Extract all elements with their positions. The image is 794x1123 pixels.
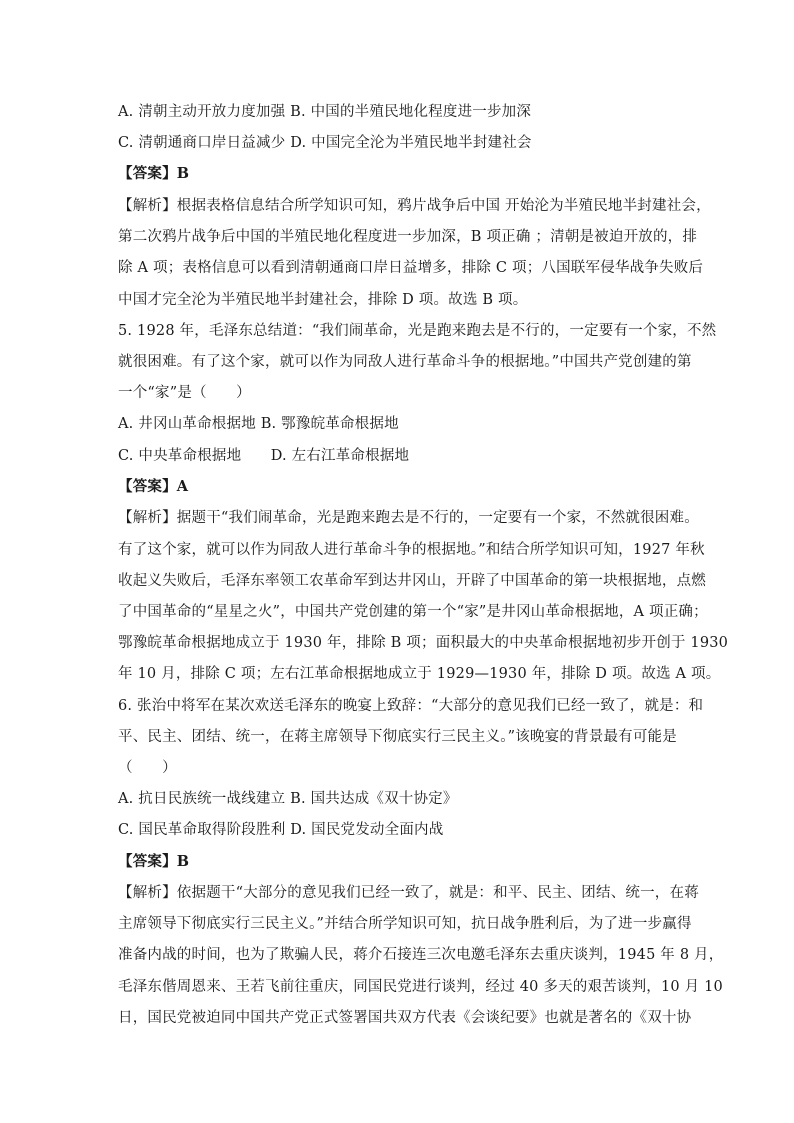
q6-stem-line-3: （ ） bbox=[118, 760, 177, 776]
q4-answer: 【答案】B bbox=[118, 165, 190, 182]
q5-answer: 【答案】A bbox=[118, 478, 189, 495]
q4-analysis-line-4: 中国才完全沦为半殖民地半封建社会，排除 D 项。故选 B 项。 bbox=[118, 292, 528, 308]
q6-analysis-line-1: 【解析】依据题干“大部分的意见我们已经一致了，就是：和平、民主、团结、统一，在蒋 bbox=[118, 885, 699, 901]
q5-stem-line-1: 5. 1928 年，毛泽东总结道：“我们闹革命，光是跑来跑去是不行的，一定要有一个家，不然 bbox=[118, 323, 717, 339]
q6-analysis-line-2: 主席领导下彻底实行三民主义。”并结合所学知识可知，抗日战争胜利后，为了进一步赢得 bbox=[118, 916, 692, 932]
q5-analysis-line-1: 【解析】据题干“我们闹革命，光是跑来跑去是不行的，一定要有一个家，不然就很困难。 bbox=[118, 510, 699, 526]
q5-options-ab: A. 井冈山革命根据地 B. 鄂豫皖革命根据地 bbox=[118, 416, 399, 432]
q5-analysis-line-6: 年 10 月，排除 C 项；左右江革命根据地成立于 1929—1930 年，排除 D 项。故选 A 项。 bbox=[118, 666, 721, 682]
q6-options-ab: A. 抗日民族统一战线建立 B. 国共达成《双十协定》 bbox=[118, 791, 458, 807]
q5-analysis-line-2: 有了这个家，就可以作为同敌人进行革命斗争的根据地。”和结合所学知识可知，1927 年秋 bbox=[118, 542, 705, 558]
q4-options-ab: A. 清朝主动开放力度加强 B. 中国的半殖民地化程度进一步加深 bbox=[118, 104, 532, 120]
q4-analysis-line-3: 除 A 项；表格信息可以看到清朝通商口岸日益增多，排除 C 项；八国联军侵华战争失败后 bbox=[118, 260, 704, 276]
q6-answer: 【答案】B bbox=[118, 853, 190, 870]
q6-analysis-line-4: 毛泽东偕周恩来、王若飞前往重庆，同国民党进行谈判，经过 40 多天的艰苦谈判，10 月 10 bbox=[118, 979, 723, 995]
q6-options-cd: C. 国民革命取得阶段胜利 D. 国民党发动全面内战 bbox=[118, 822, 444, 838]
q6-analysis-line-3: 准备内战的时间，也为了欺骗人民，蒋介石接连三次电邀毛泽东去重庆谈判，1945 年 8 月， bbox=[118, 947, 724, 963]
q6-analysis-line-5: 日，国民党被迫同中国共产党正式签署国共双方代表《会谈纪要》也就是著名的《双十协 bbox=[118, 1010, 692, 1026]
q5-stem-line-3: 一个“家”是（ ） bbox=[118, 385, 251, 401]
q4-analysis-line-2: 第二次鸦片战争后中国的半殖民地化程度进一步加深，B 项正确 ；清朝是被迫开放的，排 bbox=[118, 229, 698, 245]
q6-stem-line-1: 6. 张治中将军在某次欢送毛泽东的晚宴上致辞：“大部分的意见我们已经一致了，就是：和 bbox=[118, 698, 704, 714]
q6-stem-line-2: 平、民主、团结、统一，在蒋主席领导下彻底实行三民主义。”该晚宴的背景最有可能是 bbox=[118, 729, 677, 745]
q4-options-cd: C. 清朝通商口岸日益减少 D. 中国完全沦为半殖民地半封建社会 bbox=[118, 135, 532, 151]
q5-analysis-line-3: 收起义失败后，毛泽东率领工农革命军到达井冈山，开辟了中国革命的第一块根据地，点燃 bbox=[118, 573, 706, 589]
q4-analysis-line-1: 【解析】根据表格信息结合所学知识可知，鸦片战争后中国 开始沦为半殖民地半封建社会， bbox=[118, 198, 711, 214]
q5-stem-line-2: 就很困难。有了这个家，就可以作为同敌人进行革命斗争的根据地。”中国共产党创建的第 bbox=[118, 354, 692, 370]
q5-options-cd: C. 中央革命根据地 D. 左右江革命根据地 bbox=[118, 448, 410, 464]
q5-analysis-line-4: 了中国革命的“星星之火”，中国共产党创建的第一个“家”是井冈山革命根据地，A 项正确； bbox=[118, 604, 708, 620]
q5-analysis-line-5: 鄂豫皖革命根据地成立于 1930 年，排除 B 项；面积最大的中央革命根据地初步开创于 1930 bbox=[118, 635, 729, 651]
